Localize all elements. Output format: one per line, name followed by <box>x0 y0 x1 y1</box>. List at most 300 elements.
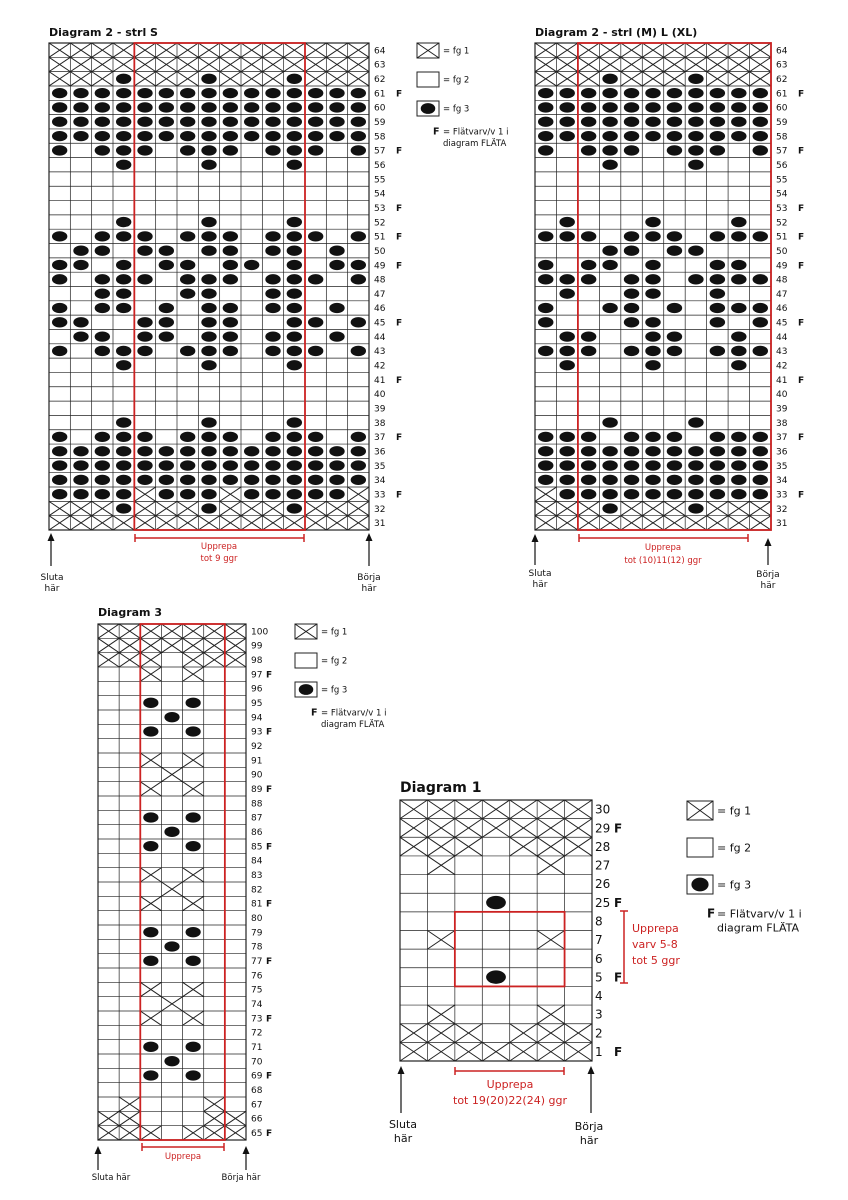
dot-cell-icon <box>116 274 131 284</box>
dot-cell-icon <box>244 131 259 141</box>
dot-cell-icon <box>645 88 660 98</box>
dot-cell-icon <box>180 117 195 127</box>
dot-cell-icon <box>602 460 617 470</box>
dot-cell-icon <box>624 246 639 256</box>
up-arrow-icon <box>243 1146 250 1154</box>
row-number: 68 <box>251 1086 263 1097</box>
diagram-2ml-start-label: Börja <box>756 570 780 580</box>
dot-cell-icon <box>287 331 302 341</box>
row-number: 85 <box>251 842 263 853</box>
f-marker: F <box>266 899 273 910</box>
row-number: 87 <box>251 813 263 824</box>
dot-cell-icon <box>351 460 366 470</box>
legend-fg3-label: = fg 3 <box>321 685 348 696</box>
diagram-1-side-repeat-count: tot 5 ggr <box>632 954 680 967</box>
dot-cell-icon <box>223 88 238 98</box>
diagram-3-end-arrow <box>95 1146 102 1170</box>
dot-cell-icon <box>159 102 174 112</box>
dot-cell-icon <box>52 432 67 442</box>
dot-cell-icon <box>287 274 302 284</box>
f-marker: F <box>396 203 403 214</box>
diagram-1-end-label: Sluta <box>388 1118 418 1131</box>
dot-cell-icon <box>688 160 703 170</box>
dot-cell-icon <box>538 303 553 313</box>
diagram-2ml-repeat-bracket <box>579 534 748 542</box>
dot-cell-icon <box>753 231 768 241</box>
dot-cell-icon <box>159 246 174 256</box>
row-number: 96 <box>251 684 263 695</box>
diagram-1-side-repeat-rows: varv 5-8 <box>632 938 678 951</box>
dot-cell-icon <box>581 274 596 284</box>
dot-cell-icon <box>201 289 216 299</box>
dot-cell-icon <box>73 331 88 341</box>
dot-cell-icon <box>116 117 131 127</box>
dot-cell-icon <box>559 274 574 284</box>
row-number: 8 <box>595 914 603 929</box>
dot-cell-icon <box>753 346 768 356</box>
dot-cell-icon <box>73 88 88 98</box>
dot-cell-icon <box>329 131 344 141</box>
dot-cell-icon <box>538 102 553 112</box>
dot-cell-icon <box>667 460 682 470</box>
legend-f-letter: F <box>707 906 716 921</box>
up-arrow-icon <box>532 534 539 542</box>
dot-cell-icon <box>602 131 617 141</box>
dot-cell-icon <box>645 460 660 470</box>
row-number: 32 <box>374 504 386 515</box>
dot-cell-icon <box>287 446 302 456</box>
row-number: 27 <box>595 858 611 873</box>
diagram-3-title: Diagram 3 <box>98 606 162 619</box>
dot-cell-icon <box>710 102 725 112</box>
dot-cell-icon <box>308 145 323 155</box>
row-number: 39 <box>776 404 788 415</box>
up-arrow-icon <box>366 533 373 541</box>
row-number: 34 <box>776 476 788 487</box>
dot-cell-icon <box>753 88 768 98</box>
dot-cell-icon <box>186 927 201 937</box>
dot-cell-icon <box>137 102 152 112</box>
dot-cell-icon <box>667 446 682 456</box>
dot-cell-icon <box>602 246 617 256</box>
dot-cell-icon <box>731 274 746 284</box>
row-number: 47 <box>374 289 386 300</box>
dot-cell-icon <box>159 260 174 270</box>
dot-cell-icon <box>538 475 553 485</box>
dot-cell-icon <box>201 102 216 112</box>
dot-cell-icon <box>624 102 639 112</box>
dot-cell-icon <box>116 460 131 470</box>
row-number: 86 <box>251 828 263 839</box>
dot-cell-icon <box>201 160 216 170</box>
dot-cell-icon <box>180 145 195 155</box>
diagram-1-end-label: här <box>393 1132 413 1145</box>
dot-cell-icon <box>559 475 574 485</box>
dot-cell-icon <box>52 446 67 456</box>
dot-cell-icon <box>287 231 302 241</box>
dot-cell-icon <box>116 74 131 84</box>
dot-cell-icon <box>95 117 110 127</box>
dot-cell-icon <box>351 432 366 442</box>
row-number: 59 <box>374 118 386 129</box>
dot-cell-icon <box>244 460 259 470</box>
diagram-2ml-end-label: Sluta <box>528 569 552 579</box>
row-number: 45 <box>374 318 386 329</box>
dot-cell-icon <box>731 260 746 270</box>
diagram-1-repeat-label: Upprepa <box>486 1078 534 1091</box>
diagram-3-repeat-bracket <box>142 1143 224 1151</box>
dot-cell-icon <box>538 460 553 470</box>
dot-cell-icon <box>116 217 131 227</box>
row-number: 62 <box>776 75 788 86</box>
dot-cell-icon <box>201 503 216 513</box>
dot-cell-icon <box>329 446 344 456</box>
dot-cell-icon <box>538 231 553 241</box>
dot-cell-icon <box>710 317 725 327</box>
row-number: 61 <box>776 89 788 100</box>
row-number: 71 <box>251 1043 263 1054</box>
dot-cell-icon <box>116 503 131 513</box>
legend-f-desc: diagram FLÄTA <box>321 720 385 730</box>
dot-cell-icon <box>710 145 725 155</box>
dot-cell-icon <box>159 446 174 456</box>
dot-cell-icon <box>731 231 746 241</box>
row-number: 30 <box>595 802 611 817</box>
dot-cell-icon <box>667 231 682 241</box>
dot-cell-icon <box>667 88 682 98</box>
row-number: 99 <box>251 641 263 652</box>
dot-cell-icon <box>137 346 152 356</box>
diagram-2ml-repeat-count: tot (10)11(12) ggr <box>624 556 702 566</box>
dot-cell-icon <box>667 331 682 341</box>
dot-cell-icon <box>308 102 323 112</box>
dot-cell-icon <box>159 303 174 313</box>
dot-cell-icon <box>710 475 725 485</box>
dot-cell-icon <box>351 131 366 141</box>
row-number: 50 <box>374 246 386 257</box>
dot-cell-icon <box>351 145 366 155</box>
dot-cell-icon <box>73 102 88 112</box>
f-marker: F <box>614 821 623 836</box>
row-number: 67 <box>251 1100 263 1111</box>
dot-cell-icon <box>159 475 174 485</box>
dot-cell-icon <box>180 88 195 98</box>
dot-cell-icon <box>308 432 323 442</box>
f-marker: F <box>266 785 273 796</box>
dot-cell-icon <box>186 812 201 822</box>
row-number: 57 <box>776 146 788 157</box>
dot-cell-icon <box>265 274 280 284</box>
dot-cell-icon <box>201 460 216 470</box>
diagram-1-title: Diagram 1 <box>400 780 482 796</box>
row-number: 63 <box>374 60 386 71</box>
dot-cell-icon <box>223 102 238 112</box>
dot-cell-icon <box>538 446 553 456</box>
dot-cell-icon <box>731 331 746 341</box>
dot-cell-icon <box>308 88 323 98</box>
dot-cell-icon <box>95 102 110 112</box>
dot-cell-icon <box>753 303 768 313</box>
dot-cell-icon <box>559 346 574 356</box>
dot-cell-icon <box>201 432 216 442</box>
dot-cell-icon <box>265 145 280 155</box>
f-marker: F <box>396 318 403 329</box>
row-number: 37 <box>374 433 386 444</box>
row-number: 52 <box>776 218 788 229</box>
dot-cell-icon <box>95 303 110 313</box>
dot-cell-icon <box>52 260 67 270</box>
dot-cell-icon <box>201 274 216 284</box>
dot-cell-icon <box>265 246 280 256</box>
dot-cell-icon <box>73 475 88 485</box>
dot-cell-icon <box>186 1042 201 1052</box>
row-number: 69 <box>251 1071 263 1082</box>
dot-cell-icon <box>559 432 574 442</box>
dot-cell-icon <box>73 131 88 141</box>
dot-cell-icon <box>645 432 660 442</box>
dot-cell-icon <box>624 317 639 327</box>
dot-cell-icon <box>73 317 88 327</box>
row-number: 46 <box>776 304 788 315</box>
dot-cell-icon <box>287 102 302 112</box>
dot-cell-icon <box>753 432 768 442</box>
diagram-2ml-repeat-label: Upprepa <box>644 543 682 553</box>
f-marker: F <box>396 375 403 386</box>
dot-cell-icon <box>287 246 302 256</box>
dot-cell-icon <box>421 103 436 114</box>
dot-cell-icon <box>624 475 639 485</box>
dot-cell-icon <box>624 489 639 499</box>
dot-cell-icon <box>731 131 746 141</box>
dot-cell-icon <box>52 88 67 98</box>
dot-cell-icon <box>351 231 366 241</box>
dot-cell-icon <box>265 475 280 485</box>
dot-cell-icon <box>287 145 302 155</box>
dot-cell-icon <box>602 260 617 270</box>
dot-cell-icon <box>753 446 768 456</box>
row-number: 81 <box>251 899 263 910</box>
row-number: 4 <box>595 989 603 1004</box>
dot-cell-icon <box>710 346 725 356</box>
dot-cell-icon <box>265 446 280 456</box>
diagram-1-repeat-bracket <box>455 1067 564 1075</box>
dot-cell-icon <box>137 331 152 341</box>
dot-cell-icon <box>95 88 110 98</box>
dot-cell-icon <box>186 698 201 708</box>
dot-cell-icon <box>223 317 238 327</box>
dot-cell-icon <box>95 231 110 241</box>
row-number: 49 <box>374 261 386 272</box>
dot-cell-icon <box>308 489 323 499</box>
row-number: 78 <box>251 942 263 953</box>
diagram-2s-end-label: Sluta <box>40 573 64 583</box>
dot-cell-icon <box>538 274 553 284</box>
dot-cell-icon <box>645 475 660 485</box>
dot-cell-icon <box>351 102 366 112</box>
dot-cell-icon <box>73 117 88 127</box>
dot-cell-icon <box>95 274 110 284</box>
dot-cell-icon <box>602 88 617 98</box>
row-number: 28 <box>595 839 611 854</box>
dot-cell-icon <box>710 303 725 313</box>
row-number: 32 <box>776 504 788 515</box>
dot-cell-icon <box>624 446 639 456</box>
diagram-3-end-label: Sluta här <box>91 1173 131 1183</box>
dot-cell-icon <box>624 460 639 470</box>
dot-cell-icon <box>753 131 768 141</box>
dot-cell-icon <box>329 303 344 313</box>
legend-f-desc: = Flätvarv/v 1 i <box>717 907 802 921</box>
dot-cell-icon <box>223 432 238 442</box>
dot-cell-icon <box>624 303 639 313</box>
dot-cell-icon <box>186 1070 201 1080</box>
dot-cell-icon <box>710 289 725 299</box>
dot-cell-icon <box>287 160 302 170</box>
dot-cell-icon <box>624 117 639 127</box>
dot-cell-icon <box>73 260 88 270</box>
dot-cell-icon <box>624 346 639 356</box>
diagram-3-start-arrow <box>243 1146 250 1170</box>
f-marker: F <box>266 727 273 738</box>
dot-cell-icon <box>581 260 596 270</box>
row-number: 40 <box>776 390 788 401</box>
dot-cell-icon <box>116 360 131 370</box>
dot-cell-icon <box>244 117 259 127</box>
dot-cell-icon <box>559 117 574 127</box>
dot-cell-icon <box>116 446 131 456</box>
diagram-2s-end-label: här <box>44 584 60 594</box>
row-number: 43 <box>374 347 386 358</box>
row-number: 93 <box>251 727 263 738</box>
f-marker: F <box>396 146 403 157</box>
dot-cell-icon <box>223 274 238 284</box>
dot-cell-icon <box>52 102 67 112</box>
dot-cell-icon <box>308 131 323 141</box>
dot-cell-icon <box>710 117 725 127</box>
row-number: 36 <box>374 447 386 458</box>
f-marker: F <box>798 146 805 157</box>
dot-cell-icon <box>52 460 67 470</box>
dot-cell-icon <box>351 88 366 98</box>
f-marker: F <box>396 232 403 243</box>
dot-cell-icon <box>486 970 506 983</box>
dot-cell-icon <box>559 331 574 341</box>
legend-f-desc: = Flätvarv/v 1 i <box>443 127 509 138</box>
diagram-2ml-end-arrow <box>532 534 539 565</box>
row-number: 38 <box>776 418 788 429</box>
legend-top-left <box>417 43 508 149</box>
dot-cell-icon <box>95 246 110 256</box>
dot-cell-icon <box>116 88 131 98</box>
dot-cell-icon <box>731 489 746 499</box>
row-number: 31 <box>776 519 788 530</box>
dot-cell-icon <box>186 956 201 966</box>
dot-cell-icon <box>645 289 660 299</box>
row-number: 59 <box>776 118 788 129</box>
dot-cell-icon <box>753 145 768 155</box>
dot-cell-icon <box>645 231 660 241</box>
dot-cell-icon <box>731 217 746 227</box>
dot-cell-icon <box>329 331 344 341</box>
dot-cell-icon <box>137 117 152 127</box>
legend-fg1-label: = fg 1 <box>321 627 348 638</box>
row-number: 56 <box>374 160 386 171</box>
dot-cell-icon <box>559 217 574 227</box>
dot-cell-icon <box>180 346 195 356</box>
dot-cell-icon <box>201 346 216 356</box>
f-marker: F <box>798 203 805 214</box>
dot-cell-icon <box>329 475 344 485</box>
dot-cell-icon <box>688 88 703 98</box>
dot-cell-icon <box>244 260 259 270</box>
legend-f-desc: diagram FLÄTA <box>443 139 507 149</box>
row-number: 41 <box>776 375 788 386</box>
row-number: 49 <box>776 261 788 272</box>
legend-fg3-label: = fg 3 <box>443 104 470 115</box>
empty-cell-icon <box>687 838 713 857</box>
dot-cell-icon <box>581 145 596 155</box>
dot-cell-icon <box>602 446 617 456</box>
dot-cell-icon <box>201 117 216 127</box>
dot-cell-icon <box>201 217 216 227</box>
dot-cell-icon <box>244 475 259 485</box>
dot-cell-icon <box>116 475 131 485</box>
diagram-2s-chart <box>49 43 402 530</box>
dot-cell-icon <box>265 131 280 141</box>
dot-cell-icon <box>645 117 660 127</box>
dot-cell-icon <box>201 131 216 141</box>
dot-cell-icon <box>73 460 88 470</box>
dot-cell-icon <box>667 432 682 442</box>
row-number: 100 <box>251 627 269 638</box>
dot-cell-icon <box>159 117 174 127</box>
dot-cell-icon <box>180 489 195 499</box>
f-marker: F <box>266 957 273 968</box>
dot-cell-icon <box>180 131 195 141</box>
dot-cell-icon <box>602 489 617 499</box>
dot-cell-icon <box>538 145 553 155</box>
row-number: 26 <box>595 877 611 892</box>
diagram-2ml-chart <box>535 43 804 530</box>
legend-f-desc: diagram FLÄTA <box>717 921 800 935</box>
dot-cell-icon <box>137 475 152 485</box>
legend-fg2-label: = fg 2 <box>717 841 752 855</box>
dot-cell-icon <box>308 346 323 356</box>
dot-cell-icon <box>52 303 67 313</box>
dot-cell-icon <box>287 317 302 327</box>
dot-cell-icon <box>667 145 682 155</box>
row-number: 54 <box>374 189 386 200</box>
dot-cell-icon <box>351 346 366 356</box>
row-number: 42 <box>374 361 386 372</box>
row-number: 77 <box>251 957 263 968</box>
dot-cell-icon <box>688 246 703 256</box>
dot-cell-icon <box>667 117 682 127</box>
dot-cell-icon <box>223 131 238 141</box>
dot-cell-icon <box>180 274 195 284</box>
row-number: 48 <box>374 275 386 286</box>
dot-cell-icon <box>753 117 768 127</box>
dot-cell-icon <box>602 74 617 84</box>
dot-cell-icon <box>624 289 639 299</box>
dot-cell-icon <box>116 145 131 155</box>
dot-cell-icon <box>95 331 110 341</box>
f-marker: F <box>798 261 805 272</box>
dot-cell-icon <box>186 726 201 736</box>
dot-cell-icon <box>710 446 725 456</box>
dot-cell-icon <box>667 475 682 485</box>
diagram-2s-title: Diagram 2 - strl S <box>49 26 158 39</box>
